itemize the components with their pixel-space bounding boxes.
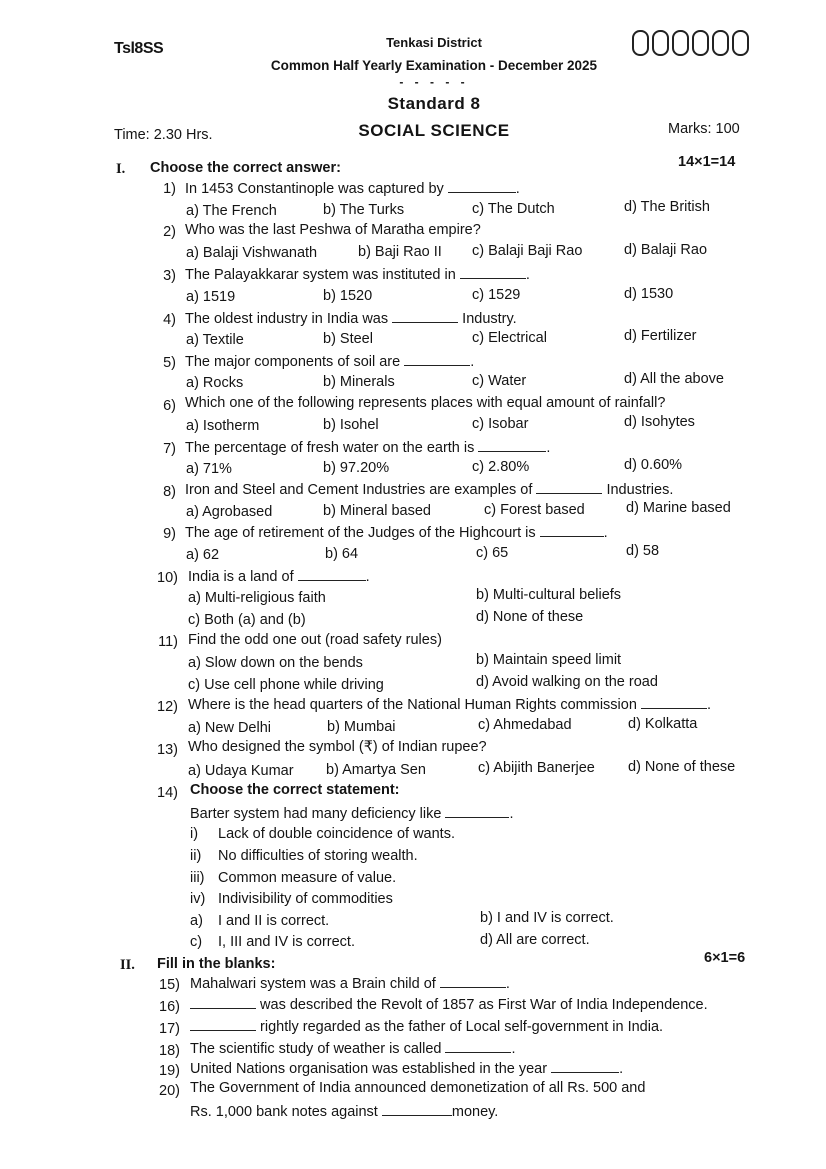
question-number: 2) bbox=[163, 224, 176, 240]
option: d) Kolkatta bbox=[628, 716, 698, 732]
option: d) Fertilizer bbox=[624, 328, 697, 344]
statement-number: ii) bbox=[190, 848, 202, 864]
question-text: Which one of the following represents places with equal amount of rainfall? bbox=[185, 395, 666, 411]
question-number: 1) bbox=[163, 181, 176, 197]
answer-blank bbox=[551, 1060, 619, 1073]
register-box bbox=[672, 30, 689, 56]
question-number: 16) bbox=[159, 999, 180, 1015]
option: b) Amartya Sen bbox=[326, 762, 426, 778]
answer-blank bbox=[392, 310, 458, 323]
question-text: The oldest industry in India was Industry. bbox=[185, 311, 517, 327]
question-number: 3) bbox=[163, 268, 176, 284]
question-number: 7) bbox=[163, 441, 176, 457]
option: a) Rocks bbox=[186, 375, 244, 391]
option: a) Balaji Vishwanath bbox=[186, 245, 318, 261]
question-number: 10) bbox=[157, 570, 178, 586]
option: I and II is correct. bbox=[218, 913, 330, 929]
standard-title: Standard 8 bbox=[387, 94, 481, 113]
statement-text: Indivisibility of commodities bbox=[218, 891, 393, 907]
option: a) Multi-religious faith bbox=[188, 590, 326, 606]
option: c) The Dutch bbox=[472, 201, 555, 217]
option: a) 71% bbox=[186, 461, 232, 477]
question-number: 13) bbox=[157, 742, 178, 758]
register-box bbox=[732, 30, 749, 56]
register-box bbox=[712, 30, 729, 56]
answer-blank bbox=[440, 975, 506, 988]
question-text: India is a land of . bbox=[188, 569, 370, 585]
answer-blank bbox=[536, 481, 602, 494]
question-text: Mahalwari system was a Brain child of . bbox=[190, 976, 510, 992]
option: a) Udaya Kumar bbox=[188, 763, 294, 779]
option: a) Slow down on the bends bbox=[188, 655, 363, 671]
option: d) None of these bbox=[628, 759, 736, 775]
option: c) Ahmedabad bbox=[478, 717, 572, 733]
option: d) 58 bbox=[626, 543, 660, 559]
question-text: Iron and Steel and Cement Industries are examples of Industries. bbox=[185, 482, 674, 498]
option: d) The British bbox=[624, 199, 710, 215]
answer-blank bbox=[445, 1040, 511, 1053]
section-1-marks: 14×1=14 bbox=[678, 154, 736, 170]
question-text: The scientific study of weather is called . bbox=[190, 1041, 516, 1057]
question-text: The Government of India announced demonetization of all Rs. 500 and bbox=[190, 1080, 646, 1096]
question-text-continued: Rs. 1,000 bank notes against money. bbox=[190, 1104, 499, 1120]
question-text: In 1453 Constantinople was captured by . bbox=[185, 181, 520, 197]
option: c) bbox=[190, 934, 203, 950]
option: b) The Turks bbox=[323, 202, 405, 218]
question-text: rightly regarded as the father of Local self-government in India. bbox=[190, 1018, 663, 1035]
question-text: Where is the head quarters of the National Human Rights commission . bbox=[188, 697, 711, 713]
option: b) 97.20% bbox=[323, 460, 390, 476]
statement-number: iv) bbox=[190, 891, 206, 907]
register-box bbox=[632, 30, 649, 56]
option: c) Both (a) and (b) bbox=[188, 612, 306, 628]
option: c) 65 bbox=[476, 545, 509, 561]
answer-blank bbox=[460, 266, 526, 279]
answer-blank bbox=[445, 805, 509, 818]
question-number: 17) bbox=[159, 1021, 180, 1037]
answer-blank bbox=[478, 439, 546, 452]
option: b) I and IV is correct. bbox=[480, 910, 614, 926]
register-box bbox=[652, 30, 669, 56]
subject-title: SOCIAL SCIENCE bbox=[358, 121, 510, 140]
option: a) Isotherm bbox=[186, 418, 260, 434]
option: a) Agrobased bbox=[186, 504, 273, 520]
exam-title: Common Half Yearly Examination - December 2025 bbox=[270, 58, 598, 73]
option: c) Isobar bbox=[472, 416, 529, 432]
section-1-number: I. bbox=[116, 161, 126, 177]
question-text: The Palayakkarar system was instituted in . bbox=[185, 267, 530, 283]
register-number-boxes bbox=[632, 30, 752, 56]
district-title: Tenkasi District bbox=[386, 35, 482, 50]
option: b) Maintain speed limit bbox=[476, 652, 622, 668]
question-number: 5) bbox=[163, 355, 176, 371]
option: b) Isohel bbox=[323, 417, 379, 433]
section-2-marks: 6×1=6 bbox=[704, 950, 746, 966]
option: c) 1529 bbox=[472, 287, 521, 303]
option: d) Isohytes bbox=[624, 414, 695, 430]
option: a) New Delhi bbox=[188, 720, 271, 736]
statement-number: iii) bbox=[190, 870, 205, 886]
option: I, III and IV is correct. bbox=[218, 934, 355, 950]
option: a) 1519 bbox=[186, 289, 236, 305]
option: a) 62 bbox=[186, 547, 220, 563]
option: d) 1530 bbox=[624, 286, 674, 302]
question-number: 4) bbox=[163, 312, 176, 328]
question-text: The percentage of fresh water on the earth is . bbox=[185, 440, 551, 456]
question-number: 9) bbox=[163, 526, 176, 542]
option: c) Balaji Baji Rao bbox=[472, 243, 583, 259]
option: b) Baji Rao II bbox=[358, 244, 442, 260]
question-text: The age of retirement of the Judges of the Highcourt is . bbox=[185, 525, 608, 541]
statement-text: Common measure of value. bbox=[218, 870, 397, 886]
question-number: 6) bbox=[163, 398, 176, 414]
question-subtext: Barter system had many deficiency like . bbox=[190, 806, 514, 822]
section-2-number: II. bbox=[120, 957, 135, 973]
question-text: was described the Revolt of 1857 as First War of India Independence. bbox=[190, 996, 708, 1013]
option: b) Mineral based bbox=[323, 503, 431, 519]
option: a) Textile bbox=[186, 332, 244, 348]
question-text: Find the odd one out (road safety rules) bbox=[188, 632, 442, 648]
statement-text: No difficulties of storing wealth. bbox=[218, 848, 418, 864]
question-text: Who was the last Peshwa of Maratha empire? bbox=[185, 222, 481, 238]
option: c) Forest based bbox=[484, 502, 585, 518]
option: b) 64 bbox=[325, 546, 359, 562]
answer-blank bbox=[448, 180, 516, 193]
question-number: 12) bbox=[157, 699, 178, 715]
option: d) Balaji Rao bbox=[624, 242, 708, 258]
question-number: 14) bbox=[157, 785, 178, 801]
section-2-title: Fill in the blanks: bbox=[157, 956, 276, 972]
option: a) bbox=[190, 913, 203, 929]
option: b) Steel bbox=[323, 331, 373, 347]
option: c) Electrical bbox=[472, 330, 547, 346]
answer-blank bbox=[404, 353, 470, 366]
question-text: The major components of soil are . bbox=[185, 354, 475, 370]
question-text: United Nations organisation was established in the year . bbox=[190, 1061, 624, 1077]
option: d) 0.60% bbox=[624, 457, 683, 473]
question-number: 15) bbox=[159, 977, 180, 993]
title-divider: - - - - - bbox=[399, 75, 469, 89]
answer-blank bbox=[298, 568, 366, 581]
option: b) Multi-cultural beliefs bbox=[476, 587, 622, 603]
question-number: 20) bbox=[159, 1083, 180, 1099]
paper-code: Tsl8SS bbox=[114, 40, 164, 57]
answer-blank bbox=[190, 996, 256, 1009]
question-text: Who designed the symbol (₹) of Indian rupee? bbox=[188, 739, 487, 755]
question-number: 8) bbox=[163, 484, 176, 500]
option: a) The French bbox=[186, 203, 277, 219]
total-marks: Marks: 100 bbox=[668, 121, 740, 137]
section-1-title: Choose the correct answer: bbox=[150, 160, 341, 176]
answer-blank bbox=[641, 696, 707, 709]
option: b) Mumbai bbox=[327, 719, 396, 735]
option: c) Water bbox=[472, 373, 527, 389]
statement-text: Lack of double coincidence of wants. bbox=[218, 826, 455, 842]
question-number: 11) bbox=[158, 634, 178, 650]
answer-blank bbox=[190, 1018, 256, 1031]
register-box bbox=[692, 30, 709, 56]
exam-time: Time: 2.30 Hrs. bbox=[114, 127, 213, 143]
option: c) Use cell phone while driving bbox=[188, 677, 384, 693]
question-number: 19) bbox=[159, 1063, 180, 1079]
option: d) All the above bbox=[624, 371, 724, 387]
option: d) Avoid walking on the road bbox=[476, 674, 658, 690]
question-number: 18) bbox=[159, 1043, 180, 1059]
option: d) None of these bbox=[476, 609, 584, 625]
answer-blank bbox=[540, 524, 604, 537]
answer-blank bbox=[382, 1103, 452, 1116]
option: b) Minerals bbox=[323, 374, 395, 390]
option: b) 1520 bbox=[323, 288, 373, 304]
option: c) 2.80% bbox=[472, 459, 530, 475]
statement-number: i) bbox=[190, 826, 199, 842]
question-text: Choose the correct statement: bbox=[190, 782, 400, 798]
option: d) Marine based bbox=[626, 500, 731, 516]
option: d) All are correct. bbox=[480, 932, 590, 948]
option: c) Abijith Banerjee bbox=[478, 760, 595, 776]
